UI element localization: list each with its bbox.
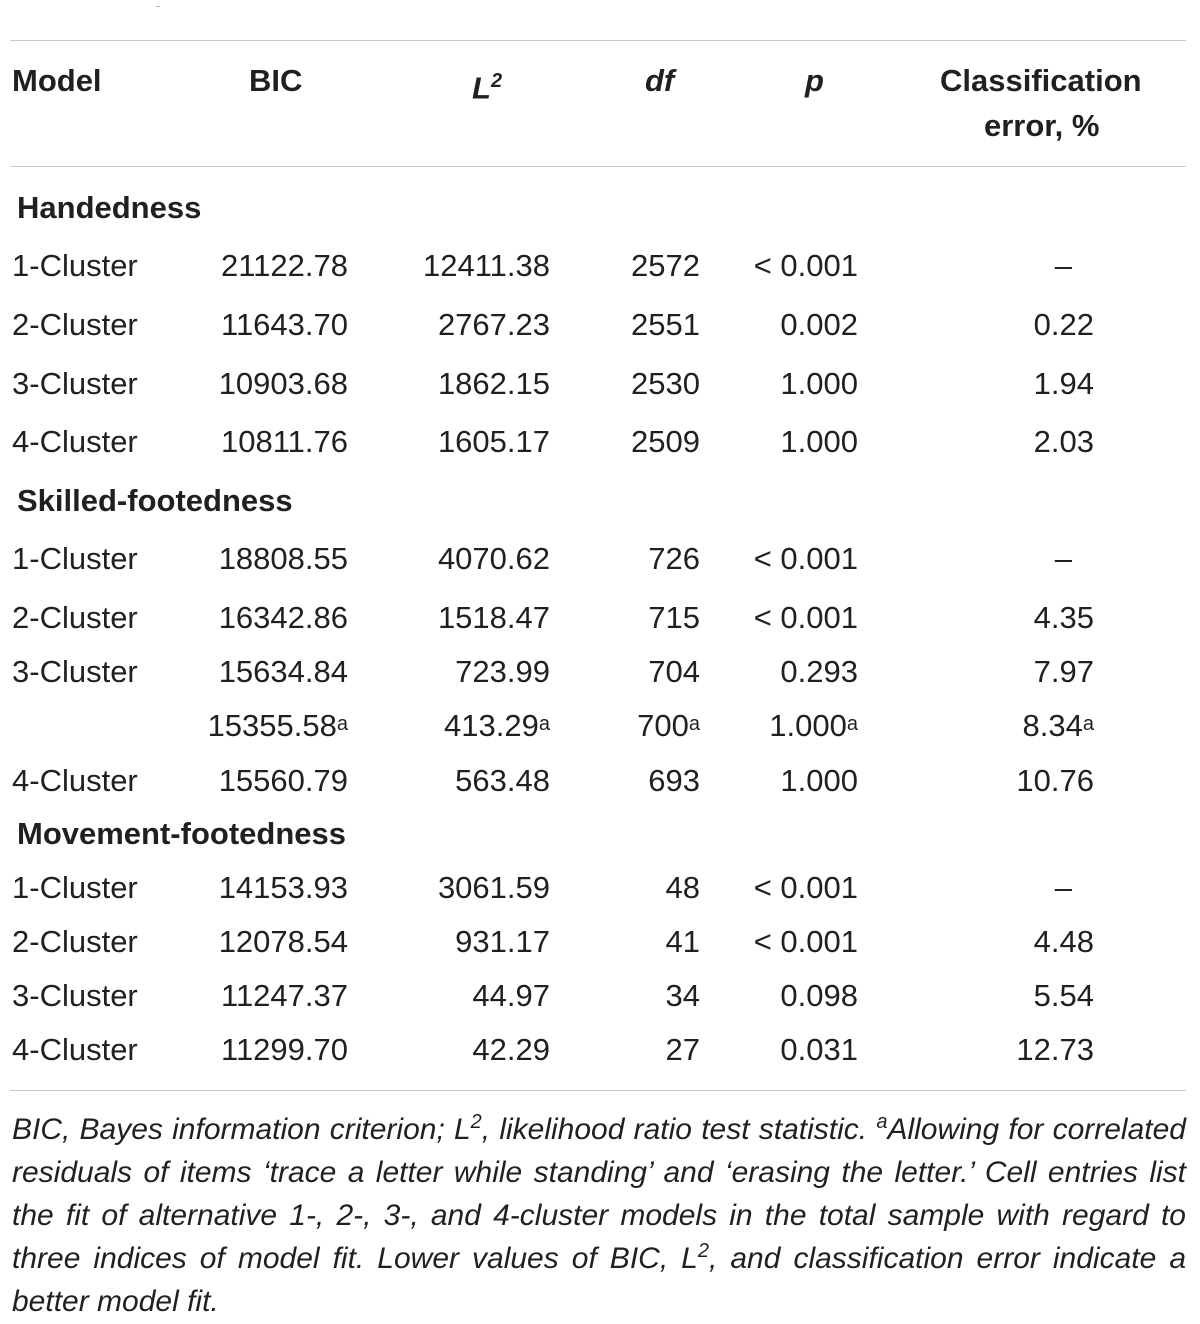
section-title: Handedness [17, 190, 202, 225]
cell-df: 48 [665, 870, 700, 905]
cell-model: 3-Cluster [12, 366, 138, 401]
cell-ce: – [1054, 541, 1072, 576]
cell-model: 2-Cluster [12, 600, 138, 635]
header-rule [10, 166, 1186, 167]
header-model: Model [12, 63, 102, 98]
cell-value: 1.000 [769, 708, 847, 743]
header-bic: BIC [249, 63, 303, 98]
table-footnote [12, 1108, 1186, 1323]
cell-ce: 7.97 [1033, 654, 1094, 689]
cell-p: 0.031 [780, 1032, 858, 1067]
section-title: Movement-footedness [17, 816, 346, 851]
footnote-sup-a: a [876, 1111, 888, 1133]
cell-p: < 0.001 [753, 541, 858, 576]
cell-model: 3-Cluster [12, 654, 138, 689]
cell-l2: 42.29 [472, 1032, 550, 1067]
footnote-sup-1: 2 [470, 1111, 482, 1133]
cell-bic: 10903.68 [218, 366, 348, 401]
cell-p: < 0.001 [753, 600, 858, 635]
cell-model: 2-Cluster [12, 924, 138, 959]
cell-footnote-marker: a [846, 713, 858, 735]
cell-model: 4-Cluster [12, 763, 138, 798]
cell-footnote-marker: a [1082, 713, 1094, 735]
cell-ce: 1.94 [1033, 366, 1094, 401]
cell-footnote-marker: a [538, 713, 550, 735]
cell-df: 704 [648, 654, 700, 689]
section-title: Skilled-footedness [17, 483, 293, 518]
cell-bic: 11247.37 [221, 978, 348, 1013]
cell-value: 413.29 [444, 708, 539, 743]
cell-bic: 21122.78 [221, 248, 348, 283]
cell-p [769, 706, 858, 746]
cell-value: 700 [637, 708, 689, 743]
cell-model: 1-Cluster [12, 248, 138, 283]
cell-ce: 10.76 [1016, 763, 1094, 798]
cell-p: 0.002 [780, 307, 858, 342]
cell-p: 0.098 [780, 978, 858, 1013]
cell-ce: 5.54 [1033, 978, 1094, 1013]
cell-bic: 18808.55 [218, 541, 348, 576]
cell-ce: 12.73 [1016, 1032, 1094, 1067]
cell-model: 4-Cluster [12, 1032, 138, 1067]
cell-bic: 16342.86 [218, 600, 348, 635]
header-l2-sup: 2 [490, 70, 503, 92]
cell-bic: 12078.54 [218, 924, 348, 959]
cell-df: 27 [665, 1032, 700, 1067]
footnote-part-4: , and classification error indicate a better model fit. [12, 1242, 1187, 1318]
cell-bic: 15634.84 [218, 654, 348, 689]
cell-df: 34 [665, 978, 700, 1013]
cell-df: 693 [648, 763, 700, 798]
bottom-rule [10, 1090, 1186, 1091]
footnote-part-2: , likelihood ratio test statistic. [481, 1113, 877, 1146]
cell-p: < 0.001 [753, 924, 858, 959]
cell-df: 2572 [631, 248, 700, 283]
cell-p: 0.293 [780, 654, 858, 689]
header-p: p [805, 63, 824, 98]
cell-bic [208, 706, 348, 746]
cell-model: 4-Cluster [12, 424, 138, 459]
cell-l2: 2767.23 [437, 307, 550, 342]
cell-bic: 10811.76 [221, 424, 348, 459]
cell-l2: 563.48 [455, 763, 550, 798]
cell-ce [1023, 706, 1094, 746]
cell-df: 2530 [631, 366, 700, 401]
footnote-part-1: BIC, Bayes information criterion; L [12, 1113, 471, 1146]
cell-bic: 11299.70 [221, 1032, 348, 1067]
cell-ce: – [1054, 870, 1072, 905]
cell-bic: 15560.79 [218, 763, 348, 798]
cell-p: 1.000 [780, 763, 858, 798]
cell-l2: 12411.38 [423, 248, 550, 283]
cell-ce: 4.35 [1033, 600, 1094, 635]
cell-footnote-marker: a [688, 713, 700, 735]
cell-l2 [444, 706, 550, 746]
cell-l2: 1862.15 [437, 366, 550, 401]
cell-p: < 0.001 [753, 248, 858, 283]
header-df: df [645, 63, 675, 98]
cell-footnote-marker: a [336, 713, 348, 735]
cell-model: 1-Cluster [12, 870, 138, 905]
header-classification: Classification [940, 63, 1142, 98]
cell-value: 15355.58 [207, 708, 337, 743]
cell-l2: 1518.47 [437, 600, 550, 635]
cell-l2: 723.99 [455, 654, 550, 689]
cell-ce: 2.03 [1033, 424, 1094, 459]
cell-value: 8.34 [1022, 708, 1083, 743]
top-mark [156, 6, 160, 7]
cell-model: 3-Cluster [12, 978, 138, 1013]
top-rule [10, 40, 1186, 41]
cell-df: 715 [648, 600, 700, 635]
cell-model: 2-Cluster [12, 307, 138, 342]
cell-p: < 0.001 [753, 870, 858, 905]
cell-p: 1.000 [780, 424, 858, 459]
header-l2-base: L [472, 70, 491, 106]
cell-model: 1-Cluster [12, 541, 138, 576]
header-l2 [472, 59, 502, 110]
cell-l2: 44.97 [472, 978, 550, 1013]
cell-bic: 14153.93 [218, 870, 348, 905]
cell-df: 2551 [631, 307, 700, 342]
footnote-part-3: Allowing for correlated residuals of items ‘trace a letter while standing’ and ‘erasing the letter.’ Cell entries list the fit of alternative 1-, 2-, 3-, and 4-cluster models in the total sample with regard to three indices of model fit. Lower values of BIC, L [12, 1113, 1186, 1275]
cell-bic: 11643.70 [221, 307, 348, 342]
cell-p: 1.000 [780, 366, 858, 401]
header-error-pct: error, % [984, 108, 1100, 143]
cell-l2: 3061.59 [437, 870, 550, 905]
cell-l2: 931.17 [455, 924, 550, 959]
cell-l2: 1605.17 [437, 424, 550, 459]
cell-ce: 0.22 [1033, 307, 1094, 342]
cell-df: 41 [665, 924, 700, 959]
cell-df: 726 [648, 541, 700, 576]
cell-l2: 4070.62 [437, 541, 550, 576]
cell-df: 2509 [631, 424, 700, 459]
cell-df [637, 706, 700, 746]
cell-ce: – [1054, 248, 1072, 283]
cell-ce: 4.48 [1033, 924, 1094, 959]
footnote-sup-3: 2 [697, 1240, 709, 1262]
